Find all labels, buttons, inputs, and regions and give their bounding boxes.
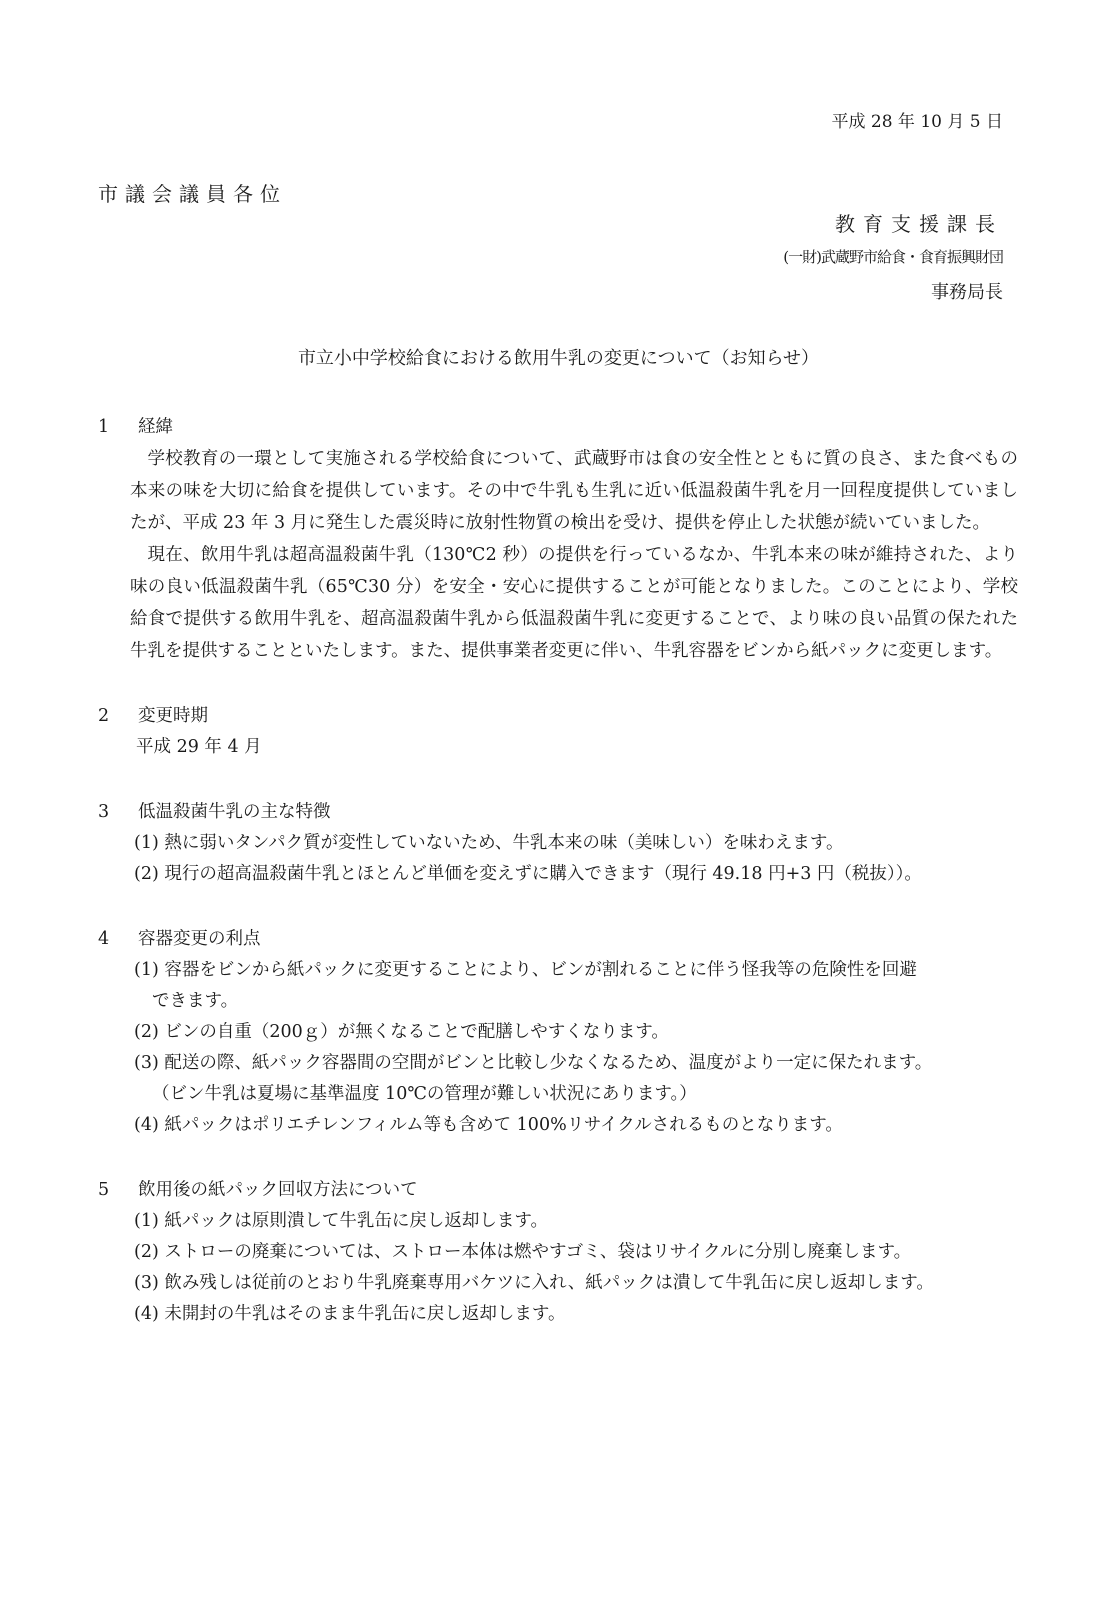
change-date: 平成 29 年 4 月 xyxy=(136,737,262,757)
list-item-continuation: できます。 xyxy=(152,991,239,1011)
section-title: 飲用後の紙パック回収方法について xyxy=(138,1180,418,1200)
list-item: (4) 紙パックはポリエチレンフィルム等も含めて 100%リサイクルされるものとなります。 xyxy=(134,1115,843,1135)
document-date: 平成 28 年 10 月 5 日 xyxy=(831,112,1003,132)
document-body xyxy=(98,412,1018,1364)
section-number: 2 xyxy=(98,706,110,726)
section-title: 変更時期 xyxy=(138,706,208,726)
list-item-note: （ビン牛乳は夏場に基準温度 10℃の管理が難しい状況にあります。） xyxy=(152,1084,697,1104)
section-container-benefits xyxy=(98,924,1018,1141)
section-heading xyxy=(98,701,1018,732)
paragraph: 学校教育の一環として実施される学校給食について、武蔵野市は食の安全性とともに質の良さ、また食べもの本来の味を大切に給食を提供しています。その中で牛乳も生乳に近い低温殺菌牛乳を月一回程度提供していましたが、平成 23 年 3 月に発生した震災時に放射性物質の検出を受け、提供を停止した状態が続いていました。 xyxy=(130,449,1018,533)
section-number: 5 xyxy=(98,1180,110,1200)
sender-title: 教育支援課長 xyxy=(835,212,1003,236)
section-number: 4 xyxy=(98,929,110,949)
list-item: (3) 飲み残しは従前のとおり牛乳廃棄専用バケツに入れ、紙パックは潰して牛乳缶に戻し返却します。 xyxy=(134,1273,934,1293)
paragraph: 現在、飲用牛乳は超高温殺菌牛乳（130℃2 秒）の提供を行っているなか、牛乳本来の味が維持された、より味の良い低温殺菌牛乳（65℃30 分）を安全・安心に提供することが可能となりました。このことにより、学校給食で提供する飲用牛乳を、超高温殺菌牛乳から低温殺菌牛乳に変更することで、より味の良い品質の保たれた牛乳を提供することといたします。また、提供事業者変更に伴い、牛乳容器をビンから紙パックに変更します。 xyxy=(130,545,1018,661)
document-title: 市立小中学校給食における飲用牛乳の変更について（お知らせ） xyxy=(297,348,820,369)
sender-position: 事務局長 xyxy=(931,282,1003,303)
section-title: 経緯 xyxy=(138,417,173,437)
section-title: 容器変更の利点 xyxy=(138,929,261,949)
list-item: (2) ストローの廃棄については、ストロー本体は燃やすゴミ、袋はリサイクルに分別し廃棄します。 xyxy=(134,1242,912,1262)
sender-organization: (一財)武蔵野市給食・食育振興財団 xyxy=(783,248,1003,266)
section-features xyxy=(98,797,1018,890)
section-number: 1 xyxy=(98,417,110,437)
list-item: (1) 熱に弱いタンパク質が変性していないため、牛乳本来の味（美味しい）を味わえます。 xyxy=(134,833,844,853)
list-item-text: (3) 配送の際、紙パック容器間の空間がビンと比較し少なくなるため、温度がより一定に保たれます。 xyxy=(134,1053,933,1073)
list-item: (4) 未開封の牛乳はそのまま牛乳缶に戻し返却します。 xyxy=(134,1304,566,1324)
list-item: (2) 現行の超高温殺菌牛乳とほとんど単価を変えずに購入できます（現行 49.18 円+3 円（税抜））。 xyxy=(134,864,922,884)
list-item-text: (1) 容器をビンから紙パックに変更することにより、ビンが割れることに伴う怪我等の危険性を回避 xyxy=(134,960,917,980)
section-collection-method xyxy=(98,1175,1018,1330)
list-item: (1) 紙パックは原則潰して牛乳缶に戻し返却します。 xyxy=(134,1211,548,1231)
list-item: (2) ビンの自重（200ｇ）が無くなることで配膳しやすくなります。 xyxy=(134,1022,669,1042)
section-heading xyxy=(98,924,1018,955)
section-title: 低温殺菌牛乳の主な特徴 xyxy=(138,802,331,822)
section-change-date xyxy=(98,701,1018,763)
section-background xyxy=(98,412,1018,667)
section-heading xyxy=(98,412,1018,443)
section-number: 3 xyxy=(98,802,110,822)
section-heading xyxy=(98,1175,1018,1206)
recipient: 市議会議員各位 xyxy=(98,182,287,206)
section-heading xyxy=(98,797,1018,828)
list-item xyxy=(98,1048,1018,1110)
list-item xyxy=(98,955,1018,1017)
